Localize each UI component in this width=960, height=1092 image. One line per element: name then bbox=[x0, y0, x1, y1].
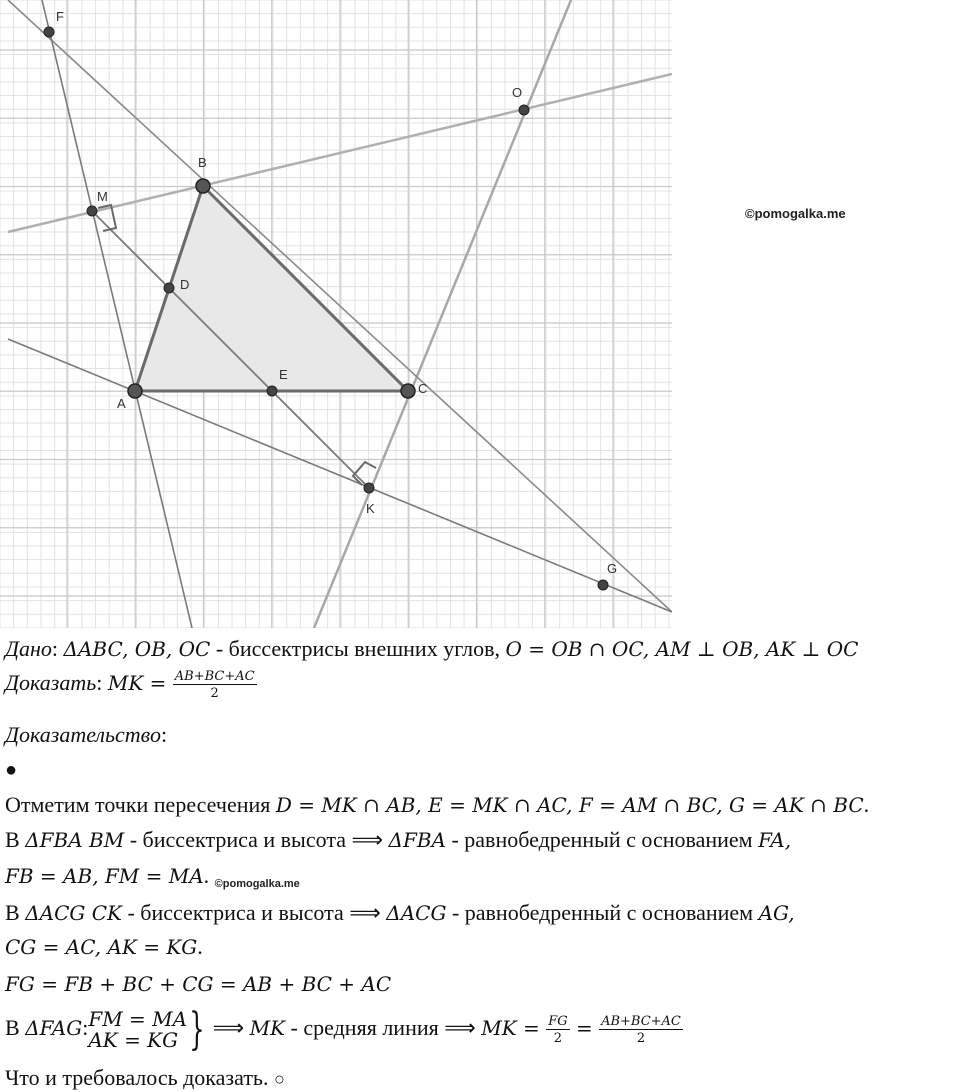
l2-f: FA, bbox=[758, 828, 792, 852]
l3-math: FB = AB, FM = MA bbox=[5, 864, 204, 888]
point-a bbox=[128, 384, 142, 398]
label-d: D bbox=[180, 277, 190, 292]
l7-eq: = bbox=[569, 1016, 600, 1041]
system-eq-1: FM = MA bbox=[88, 1007, 188, 1031]
label-o: O bbox=[512, 85, 523, 100]
given-text: - биссектрисы внешних углов, bbox=[210, 636, 506, 661]
point-d bbox=[164, 283, 174, 293]
proof-line-3 bbox=[5, 863, 300, 890]
given-line bbox=[5, 638, 858, 660]
label-e: E bbox=[279, 367, 288, 382]
proof-heading bbox=[5, 724, 167, 746]
fraction-sum bbox=[599, 1015, 683, 1045]
l4-b: ΔACG CK bbox=[25, 901, 122, 925]
label-f: F bbox=[56, 9, 64, 24]
fraction-fg bbox=[546, 1015, 569, 1045]
l7-c: : bbox=[82, 1015, 89, 1041]
given-math-1: ΔABC, OB, OC bbox=[63, 637, 211, 661]
point-m bbox=[87, 206, 97, 216]
label-a: A bbox=[117, 396, 126, 411]
given-label: Дано bbox=[5, 636, 52, 661]
point-e bbox=[267, 386, 277, 396]
point-f bbox=[44, 27, 54, 37]
system-eq-2: AK = KG bbox=[88, 1028, 179, 1052]
point-k bbox=[364, 483, 374, 493]
prove-fraction bbox=[173, 670, 257, 700]
fg-num: FG bbox=[548, 1014, 568, 1029]
l2-b: ΔFBA BM bbox=[25, 828, 125, 852]
sum-num: AB+BC+AC bbox=[601, 1014, 681, 1029]
prove-line bbox=[5, 670, 257, 700]
proof-line-8 bbox=[5, 1067, 285, 1089]
label-b: B bbox=[198, 155, 207, 170]
prove-numerator: AB+BC+AC bbox=[174, 669, 255, 684]
l4-a: В bbox=[5, 900, 26, 925]
given-colon: : bbox=[51, 636, 59, 661]
qed-text: Что и требовалось доказать. bbox=[5, 1065, 274, 1090]
proof-label: Доказательство bbox=[5, 722, 161, 747]
l4-f: AG, bbox=[758, 901, 795, 925]
l1-text: Отметим точки пересечения bbox=[5, 792, 276, 817]
l7-implies: ⟹ bbox=[207, 1015, 250, 1041]
given-math-2: O = OB ∩ OC, AM ⊥ OB, AK ⊥ OC bbox=[505, 637, 859, 661]
l2-a: В bbox=[5, 827, 26, 852]
l7-midline: - средняя линия ⟹ bbox=[285, 1015, 482, 1041]
sum-den: 2 bbox=[636, 1031, 646, 1046]
proof-colon: : bbox=[160, 722, 168, 747]
l1-end: . bbox=[863, 792, 870, 817]
l2-e: - равнобедренный с основанием bbox=[445, 827, 759, 852]
l6-math: FG = FB + BC + CG = AB + BC + AC bbox=[5, 972, 392, 996]
prove-lhs: MK = bbox=[107, 671, 173, 696]
l2-d: ΔFBA bbox=[388, 828, 446, 852]
l7-a: В bbox=[5, 1015, 26, 1041]
l5-end: . bbox=[197, 934, 203, 959]
point-g bbox=[598, 580, 608, 590]
l7-mk: MK bbox=[249, 1016, 286, 1041]
proof-line-5 bbox=[5, 936, 203, 958]
l7-b: ΔFAG bbox=[25, 1016, 83, 1041]
l4-d: ΔACG bbox=[386, 901, 447, 925]
watermark-inline: ©pomogalka.me bbox=[214, 878, 300, 890]
l1-math: D = MK ∩ AB, E = MK ∩ AC, F = AM ∩ BC, G = AK ∩ BC bbox=[275, 793, 864, 817]
prove-denominator: 2 bbox=[210, 686, 219, 701]
l4-e: - равнобедренный с основанием bbox=[446, 900, 759, 925]
prove-label: Доказать bbox=[5, 670, 97, 696]
proof-line-7 bbox=[5, 1004, 683, 1055]
proof-line-1 bbox=[5, 794, 869, 816]
qed-mark: ○ bbox=[273, 1069, 285, 1089]
geometry-figure bbox=[0, 0, 672, 628]
proof-line-6 bbox=[5, 973, 391, 995]
point-b bbox=[196, 179, 210, 193]
watermark: ©pomogalka.me bbox=[745, 206, 846, 221]
proof-line-4 bbox=[5, 902, 795, 924]
bullet: ● bbox=[5, 759, 18, 781]
brace: } bbox=[189, 1004, 205, 1055]
point-o bbox=[519, 105, 529, 115]
l7-mk-eq: MK = bbox=[481, 1016, 547, 1041]
l5-math: CG = AC, AK = KG bbox=[5, 935, 198, 959]
label-k: K bbox=[366, 501, 375, 516]
grid bbox=[0, 0, 672, 628]
label-c: C bbox=[418, 381, 428, 396]
l2-c: - биссектриса и высота ⟹ bbox=[124, 827, 389, 852]
l3-end: . bbox=[203, 863, 210, 888]
label-g: G bbox=[607, 561, 618, 576]
point-c bbox=[401, 384, 415, 398]
system bbox=[88, 1009, 187, 1051]
prove-colon: : bbox=[96, 670, 108, 696]
label-m: M bbox=[97, 189, 108, 204]
fg-den: 2 bbox=[553, 1031, 563, 1046]
l4-c: - биссектриса и высота ⟹ bbox=[121, 900, 387, 925]
proof-line-2 bbox=[5, 829, 791, 851]
